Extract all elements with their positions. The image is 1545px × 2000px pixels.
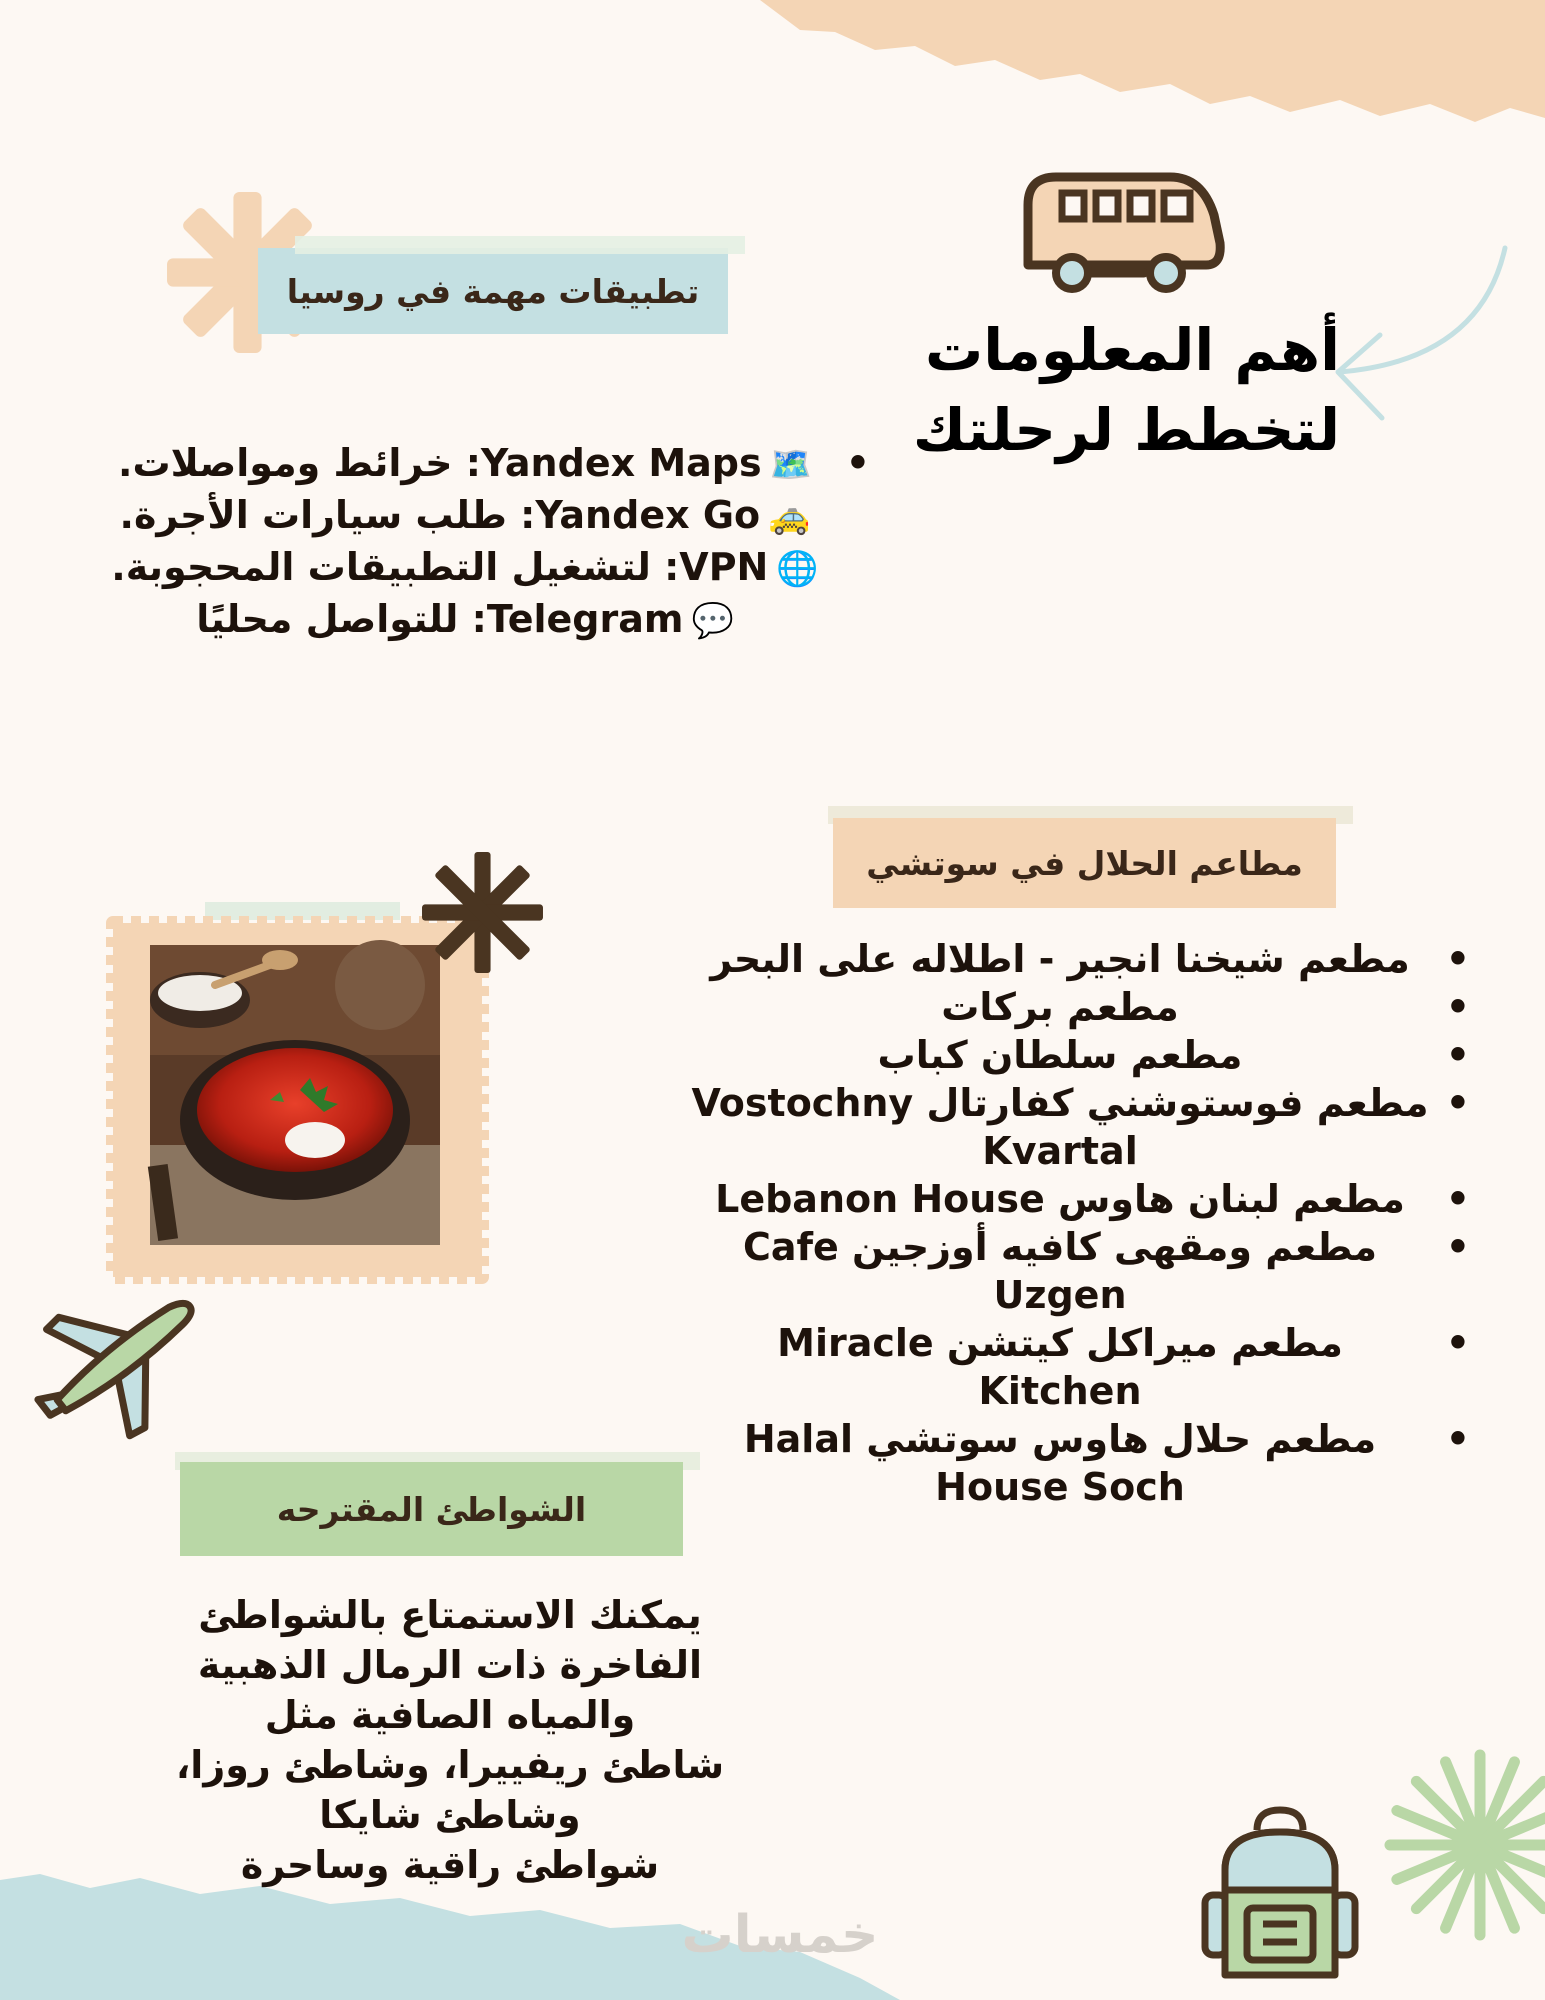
app-name: Yandex Maps bbox=[480, 441, 762, 485]
beaches-section-title bbox=[180, 1462, 683, 1556]
page-headline bbox=[880, 310, 1340, 470]
paragraph-line: يمكنك الاستمتاع بالشواطئ bbox=[198, 1593, 702, 1637]
apps-section-title bbox=[258, 248, 728, 334]
backpack-icon bbox=[1185, 1800, 1375, 1990]
restaurants-section-title bbox=[833, 818, 1336, 908]
bullet: • bbox=[845, 441, 870, 485]
list-item: • مطعم لبنان هاوس Lebanon House bbox=[715, 1177, 1470, 1221]
app-name: Yandex Go bbox=[535, 493, 761, 537]
bus-icon bbox=[1010, 165, 1230, 300]
app-name: VPN bbox=[679, 545, 769, 589]
paragraph-line: شواطئ راقية وساحرة bbox=[240, 1843, 660, 1887]
globe-icon: 🌐 bbox=[776, 549, 819, 589]
list-item: • مطعم فوستوشني كفارتال Vostochny Kvartal bbox=[691, 1081, 1470, 1173]
headline-line-2: لتخطط لرحلتك bbox=[912, 396, 1340, 464]
list-item: • مطعم شيخنا انجير - اطلاله على البحر bbox=[710, 937, 1470, 981]
app-name: Telegram bbox=[486, 597, 684, 641]
app-desc: : خرائط ومواصلات. bbox=[118, 441, 481, 485]
list-item-vpn bbox=[60, 542, 870, 594]
list-item: • مطعم سلطان كباب bbox=[877, 1033, 1470, 1077]
apps-title-text: تطبيقات مهمة في روسيا bbox=[286, 271, 700, 311]
headline-line-1: أهم المعلومات bbox=[924, 316, 1340, 384]
paragraph-line: والمياه الصافية مثل bbox=[264, 1693, 636, 1737]
list-item: • مطعم بركات bbox=[941, 985, 1470, 1029]
app-desc: : لتشغيل التطبيقات المحجوبة. bbox=[111, 545, 680, 589]
watermark-logo: خمسات bbox=[681, 1905, 879, 1965]
list-item-yandex-go bbox=[60, 490, 870, 542]
app-desc: : للتواصل محليًا bbox=[196, 597, 487, 641]
apps-list bbox=[60, 438, 870, 646]
curved-arrow-icon bbox=[1320, 240, 1520, 430]
app-desc: : طلب سيارات الأجرة. bbox=[119, 493, 536, 537]
brown-asterisk-icon bbox=[420, 850, 545, 975]
restaurants-list bbox=[650, 935, 1470, 1511]
map-icon: 🗺️ bbox=[769, 445, 812, 485]
beaches-paragraph bbox=[130, 1590, 770, 1890]
beaches-title-text: الشواطئ المقترحه bbox=[276, 1489, 587, 1529]
list-item-yandex-maps bbox=[60, 438, 870, 490]
list-item: • مطعم حلال هاوس سوتشي Halal House Soch bbox=[743, 1417, 1470, 1509]
taxi-icon: 🚕 bbox=[768, 497, 811, 537]
list-item-telegram bbox=[60, 594, 870, 646]
paragraph-line: وشاطئ شايكا bbox=[319, 1793, 581, 1837]
list-item: • مطعم ميراكل كيتشن Miracle Kitchen bbox=[777, 1321, 1470, 1413]
speech-bubble-icon: 💬 bbox=[691, 601, 734, 641]
tape-strip bbox=[295, 236, 745, 254]
restaurants-title-text: مطاعم الحلال في سوتشي bbox=[866, 843, 1303, 883]
airplane-icon bbox=[20, 1262, 210, 1442]
paragraph-line: الفاخرة ذات الرمال الذهبية bbox=[197, 1643, 703, 1687]
list-item: • مطعم ومقهى كافيه أوزجين Cafe Uzgen bbox=[742, 1225, 1470, 1317]
torn-paper-top-right bbox=[740, 0, 1545, 140]
green-sunburst-icon bbox=[1380, 1745, 1545, 1945]
paragraph-line: شاطئ ريفييرا، وشاطئ روزا، bbox=[175, 1743, 725, 1787]
